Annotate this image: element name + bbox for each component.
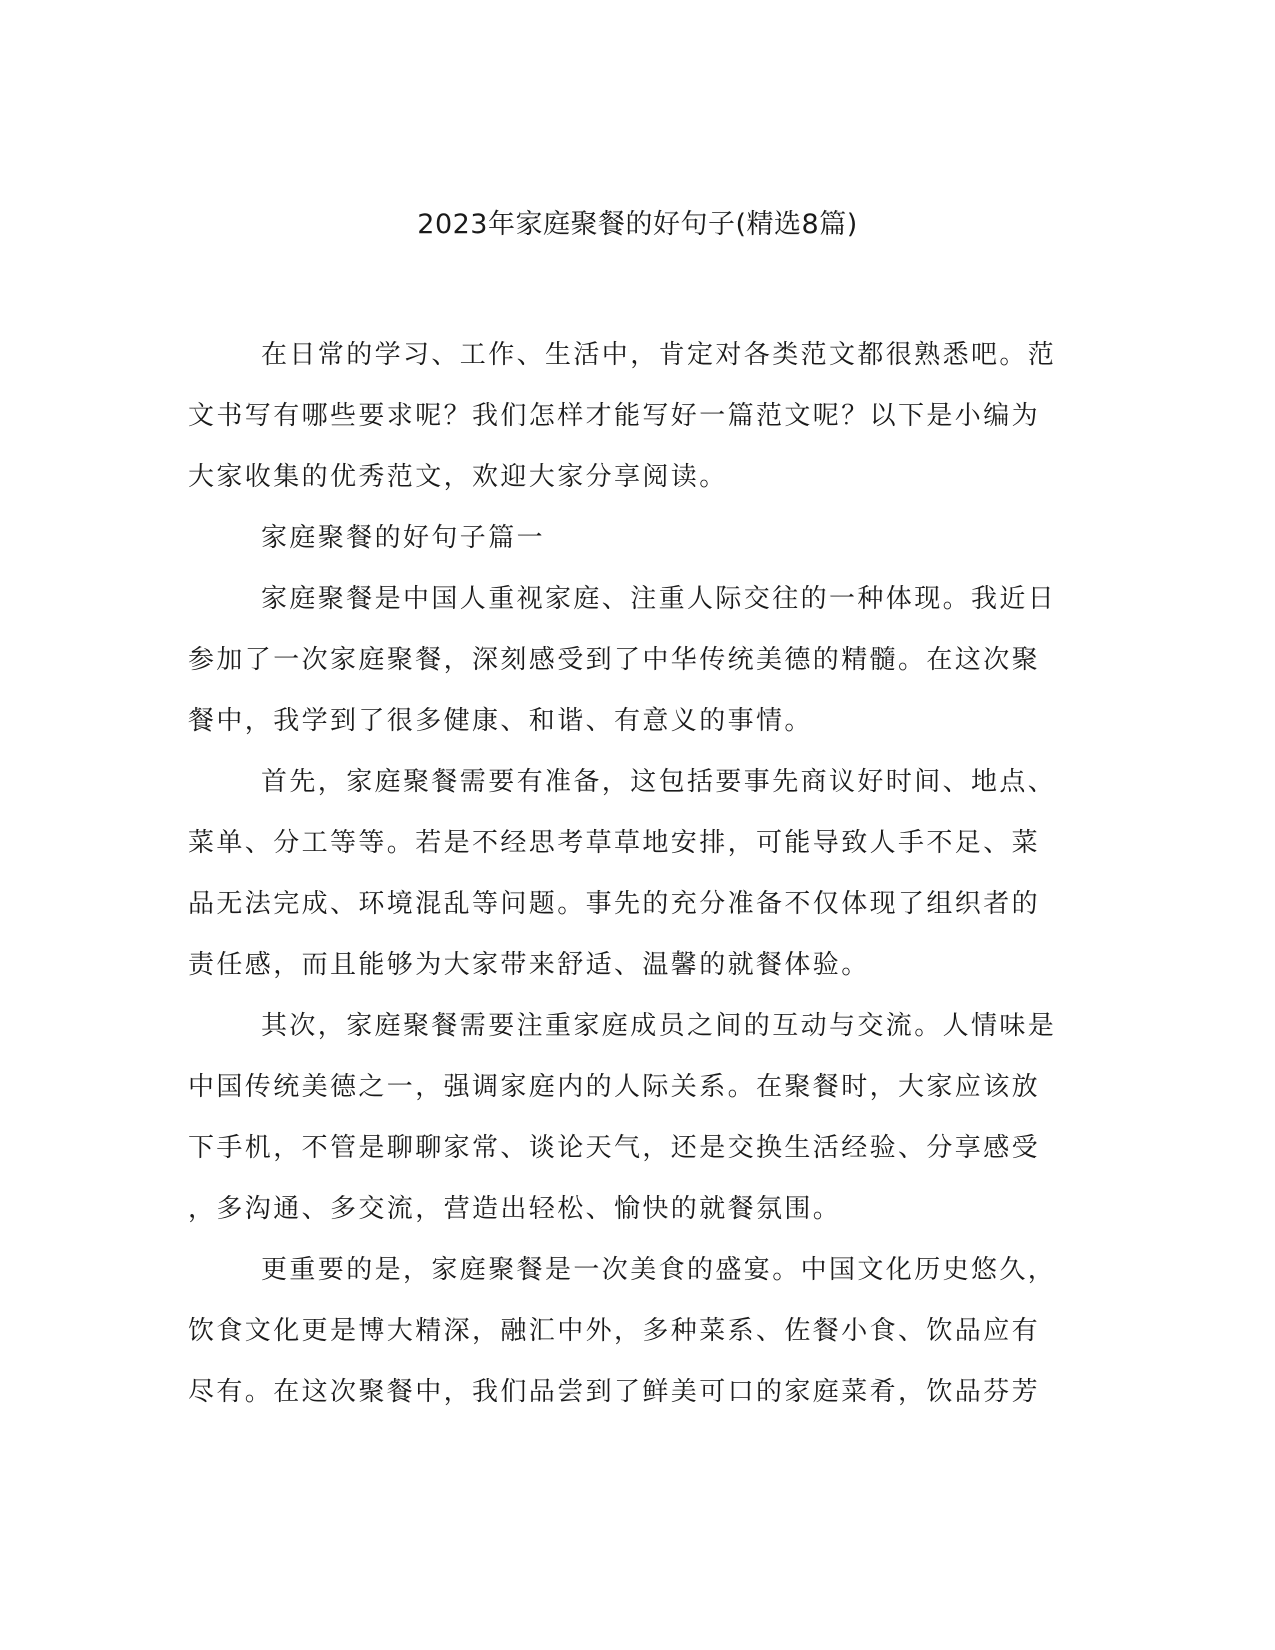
text-line: 其次，家庭聚餐需要注重家庭成员之间的互动与交流。人情味是 xyxy=(261,1011,1057,1041)
text-line: 中国传统美德之一，强调家庭内的人际关系。在聚餐时，大家应该放 xyxy=(188,1072,1041,1102)
text-line: 大家收集的优秀范文，欢迎大家分享阅读。 xyxy=(188,462,728,492)
text-line: 品无法完成、环境混乱等问题。事先的充分准备不仅体现了组织者的 xyxy=(188,889,1041,919)
text-line: 参加了一次家庭聚餐，深刻感受到了中华传统美德的精髓。在这次聚 xyxy=(188,645,1041,675)
text-line: 饮食文化更是博大精深，融汇中外，多种菜系、佐餐小食、饮品应有 xyxy=(188,1316,1041,1346)
text-line: 首先，家庭聚餐需要有准备，这包括要事先商议好时间、地点、 xyxy=(261,767,1057,797)
document-body xyxy=(188,325,1068,1423)
text-line: 家庭聚餐是中国人重视家庭、注重人际交往的一种体现。我近日 xyxy=(261,584,1057,614)
text-line: 下手机，不管是聊聊家常、谈论天气，还是交换生活经验、分享感受 xyxy=(188,1133,1041,1163)
text-line: 文书写有哪些要求呢？我们怎样才能写好一篇范文呢？以下是小编为 xyxy=(188,401,1041,431)
text-line: 尽有。在这次聚餐中，我们品尝到了鲜美可口的家庭菜肴，饮品芬芳 xyxy=(188,1377,1041,1407)
text-line: 在日常的学习、工作、生活中，肯定对各类范文都很熟悉吧。范 xyxy=(261,340,1057,370)
text-line: 更重要的是，家庭聚餐是一次美食的盛宴。中国文化历史悠久， xyxy=(261,1255,1057,1285)
document-title: 2023年家庭聚餐的好句子(精选8篇) xyxy=(417,209,858,240)
text-line: ，多沟通、多交流，营造出轻松、愉快的就餐氛围。 xyxy=(188,1194,842,1224)
text-line: 责任感，而且能够为大家带来舒适、温馨的就餐体验。 xyxy=(188,950,870,980)
text-line: 菜单、分工等等。若是不经思考草草地安排，可能导致人手不足、菜 xyxy=(188,828,1041,858)
text-line: 家庭聚餐的好句子篇一 xyxy=(261,523,546,553)
text-line: 餐中，我学到了很多健康、和谐、有意义的事情。 xyxy=(188,706,813,736)
